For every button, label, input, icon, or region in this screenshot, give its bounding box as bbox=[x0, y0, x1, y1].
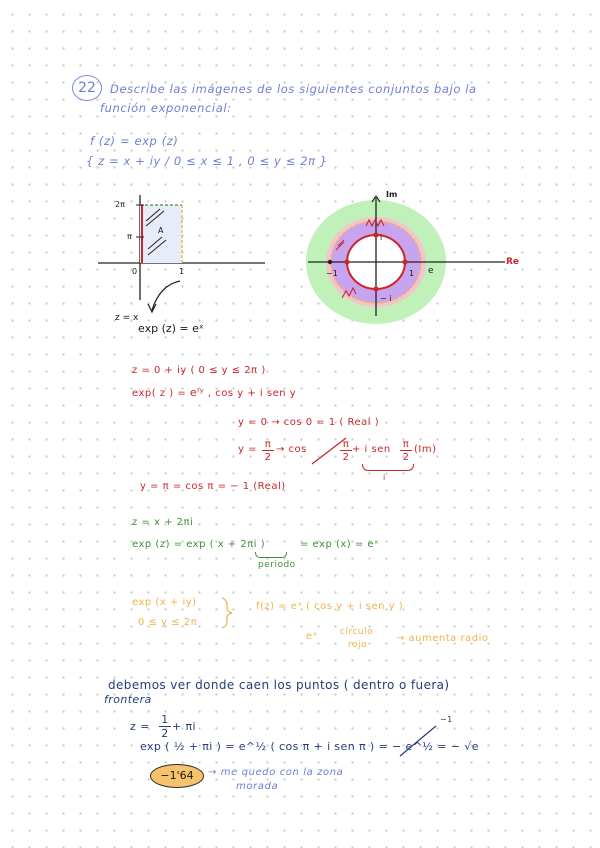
red-ypi2-frac3-num: π bbox=[402, 439, 410, 450]
image-diagram bbox=[300, 186, 530, 326]
final-line2: frontera bbox=[104, 693, 152, 706]
label-region-a: A bbox=[158, 226, 164, 235]
final-strike-line bbox=[398, 724, 438, 758]
green-z-def: z = x + 2πi bbox=[132, 517, 194, 528]
label-2pi: 2π bbox=[115, 200, 125, 209]
red-fraction-bar-3 bbox=[400, 450, 412, 451]
label-im: Im bbox=[386, 190, 398, 199]
orange-right-circle: círculo bbox=[340, 627, 374, 637]
label-1-right: 1 bbox=[409, 269, 415, 278]
orange-left-line2: 0 ≤ y ≤ 2π bbox=[138, 617, 198, 628]
final-line1: debemos ver donde caen los puntos ( dentro o fuera) bbox=[108, 678, 450, 692]
red-ypi2-frac2-num: π bbox=[342, 439, 350, 450]
red-ypi2-frac2-den: 2 bbox=[342, 452, 350, 463]
result-note-line1: → me quedo con la zona bbox=[208, 767, 344, 778]
mapping-z: z = x bbox=[115, 313, 139, 323]
label-minus-i: − i bbox=[380, 294, 392, 303]
red-ypi2-prefix: y = bbox=[238, 444, 257, 455]
red-brace bbox=[362, 464, 414, 471]
label-neg1: −1 bbox=[326, 269, 338, 278]
green-exp-right: = exp (x) = eˣ bbox=[300, 539, 380, 550]
red-y0-line: y = 0 → cos 0 = 1 ( Real ) bbox=[238, 417, 380, 428]
label-e: e bbox=[428, 266, 434, 276]
label-1: 1 bbox=[179, 267, 185, 276]
red-z-def: z = 0 + iy ( 0 ≤ y ≤ 2π ) bbox=[132, 365, 266, 376]
final-z-frac-num: 1 bbox=[161, 713, 169, 726]
set-definition: { z = x + iy / 0 ≤ x ≤ 1 , 0 ≤ y ≤ 2π } bbox=[86, 154, 328, 168]
label-i: i bbox=[380, 233, 383, 242]
green-exp-left: exp (z) = exp ( x + 2πi ) bbox=[132, 539, 266, 550]
final-z-frac-den: 2 bbox=[161, 727, 169, 740]
green-periodo: periodo bbox=[258, 560, 296, 570]
red-ypi-line: y = π = cos π = − 1 (Real) bbox=[140, 481, 286, 492]
strike-line bbox=[310, 436, 350, 466]
red-exp-def bbox=[132, 387, 296, 399]
mapping-exp: exp (z) = eˣ bbox=[138, 322, 204, 335]
red-ypi2-under: i bbox=[383, 473, 386, 482]
orange-left-line1: exp (x + iy) bbox=[132, 597, 197, 608]
label-re: Re bbox=[506, 257, 520, 267]
final-z-prefix: z = bbox=[130, 720, 150, 733]
final-neg1-note: −1 bbox=[440, 715, 453, 724]
label-pi: π bbox=[127, 232, 132, 241]
red-exp-prefix: exp( z ) = bbox=[132, 388, 190, 399]
final-z-suffix: + πi bbox=[172, 720, 196, 733]
red-ypi2-mid: → cos bbox=[276, 444, 307, 455]
function-definition: f (z) = exp (z) bbox=[90, 134, 179, 148]
orange-right-grows: → aumenta radio bbox=[396, 633, 489, 644]
red-ypi2-suffix-a: + i sen bbox=[352, 444, 391, 455]
result-value: −1'64 bbox=[150, 764, 204, 788]
orange-right-rojo: rojo bbox=[348, 640, 368, 650]
green-brace bbox=[255, 552, 287, 558]
orange-right-line1: f(z) = eˣ ( cos y + i sen y ) bbox=[256, 601, 404, 612]
exercise-title-line2: función exponencial: bbox=[100, 101, 232, 115]
red-ypi2-suffix-b: (Im) bbox=[414, 444, 437, 455]
exercise-number: 22 bbox=[72, 75, 102, 101]
red-ypi2-frac-num: π bbox=[264, 439, 272, 450]
final-exp-line: exp ( ½ + πi ) = e^½ ( cos π + i sen π ) = − e^½ = − √e bbox=[140, 740, 479, 753]
orange-brace bbox=[220, 596, 234, 630]
red-fraction-bar bbox=[262, 450, 274, 451]
exercise-title-line1: Describe las imágenes de los siguientes conjuntos bajo la bbox=[110, 82, 477, 96]
red-ypi2-frac3-den: 2 bbox=[402, 452, 410, 463]
red-exp-suffix: , cos y + i sen y bbox=[204, 388, 297, 399]
label-0: 0 bbox=[132, 267, 138, 276]
result-note-line2: morada bbox=[236, 781, 279, 792]
red-exp-power: eⁱʸ bbox=[189, 386, 205, 399]
red-ypi2-frac-den: 2 bbox=[264, 452, 272, 463]
orange-right-eprefix: eˣ bbox=[306, 631, 318, 642]
